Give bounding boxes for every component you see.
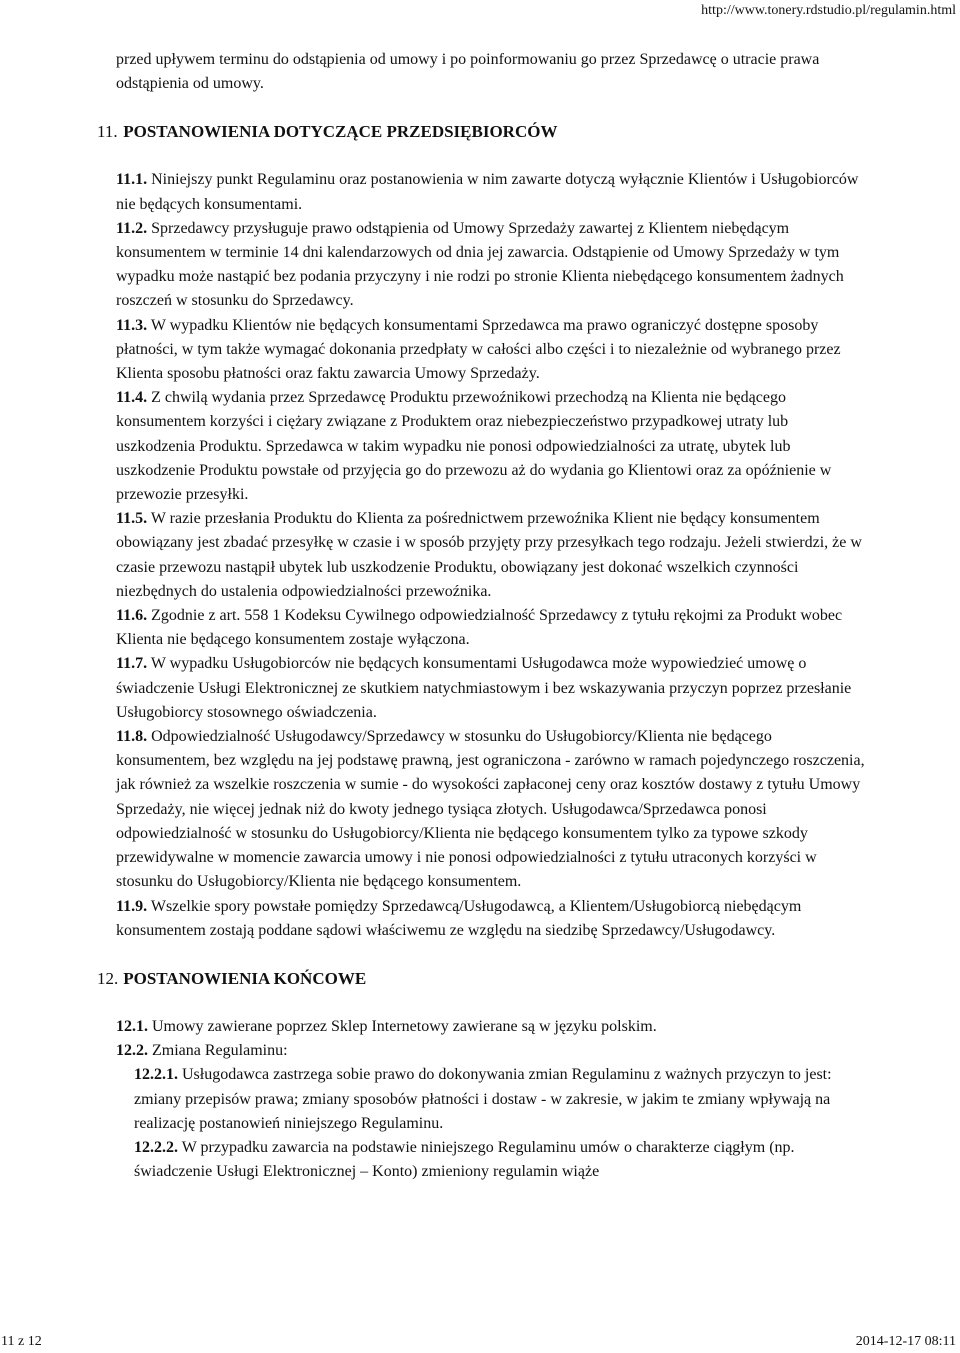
section-12-number: 12. bbox=[97, 968, 119, 988]
clause-number: 12.2. bbox=[116, 1042, 148, 1060]
clause-11-2 bbox=[0, 217, 960, 314]
clause-number: 11.2. bbox=[116, 219, 148, 237]
page-counter: 11 z 12 bbox=[1, 1334, 42, 1349]
clause-text: Umowy zawierane poprzez Sklep Internetowy zawierane są w języku polskim. bbox=[148, 1017, 657, 1035]
clause-text: Wszelkie spory powstałe pomiędzy Sprzedawcą/Usługodawcą, a Klientem/Usługobiorcą niebędącym konsumentem zostają poddane sądowi właściwemu ze względu na siedzibę Sprzedawcy/Usługodawcy. bbox=[116, 897, 802, 939]
clause-text: W przypadku zawarcia na podstawie niniejszego Regulaminu umów o charakterze ciągłym (np. świadczenie Usługi Elektronicznej – Konto) zmieniony regulamin wiąże bbox=[134, 1138, 795, 1181]
clause-text: Sprzedawcy przysługuje prawo odstąpienia od Umowy Sprzedaży zawartej z Klientem niebędącym konsumentem w terminie 14 dni kalendarzowych od dnia jej zawarcia. Odstąpienie od Umowy Sprzedaży w tym wypadku może nastąpić bez podania przyczyny i nie rodzi po stronie Klienta niebędącego konsumentem żadnych roszczeń w stosunku do Sprzedawcy. bbox=[116, 219, 844, 310]
clause-11-9 bbox=[0, 895, 960, 943]
clause-number: 11.3. bbox=[116, 316, 148, 334]
intro-paragraph: przed upływem terminu do odstąpienia od umowy i po poinformowaniu go przez Sprzedawcę o utracie prawa odstąpienia od umowy. bbox=[116, 51, 820, 93]
section-11-title: POSTANOWIENIA DOTYCZĄCE PRZEDSIĘBIORCÓW bbox=[123, 122, 558, 142]
clause-11-5 bbox=[0, 507, 960, 604]
clause-12-2-1 bbox=[0, 1063, 960, 1136]
clause-11-8 bbox=[0, 725, 960, 894]
clause-number: 11.5. bbox=[116, 510, 148, 528]
clause-text: W wypadku Klientów nie będących konsumentami Sprzedawca ma prawo ograniczyć dostępne sposoby płatności, w tym także wymagać dokonania przedpłaty w całości albo części i to niezależnie od wybranego przez Klienta sposobu płatności oraz faktu zawarcia Umowy Sprzedaży. bbox=[116, 316, 841, 383]
clause-text: W razie przesłania Produktu do Klienta za pośrednictwem przewoźnika Klient nie będący konsumentem obowiązany jest zbadać przesyłkę w czasie i w sposób przyjęty przy przesyłkach tego rodzaju. Jeżeli stwierdzi, że w czasie przewozu nastąpił ubytek lub uszkodzenie Produktu, obowiązany jest dokonać wszelkich czynności niezbędnych do ustalenia odpowiedzialności przewoźnika. bbox=[116, 510, 862, 600]
clause-text: Zmiana Regulaminu: bbox=[148, 1042, 288, 1060]
section-11-heading bbox=[0, 120, 960, 144]
clause-12-2-2 bbox=[0, 1136, 960, 1184]
section-11-number: 11. bbox=[97, 122, 118, 142]
document-body bbox=[0, 48, 960, 1184]
clause-number: 12.1. bbox=[116, 1017, 148, 1035]
clause-text: Zgodnie z art. 558 1 Kodeksu Cywilnego odpowiedzialność Sprzedawcy z tytułu rękojmi za Produkt wobec Klienta nie będącego konsumentem zostaje wyłączona. bbox=[116, 607, 843, 649]
clause-number: 11.6. bbox=[116, 607, 148, 625]
clause-11-1 bbox=[0, 168, 960, 216]
page-url: http://www.tonery.rdstudio.pl/regulamin.html bbox=[701, 3, 956, 18]
clause-12-2 bbox=[0, 1039, 960, 1063]
clause-text: Odpowiedzialność Usługodawcy/Sprzedawcy w stosunku do Usługobiorcy/Klienta nie będącego konsumentem, bez względu na jej podstawę prawną, jest ograniczona - zarówno w ramach pojedynczego roszczenia, jak również za wszelkie roszczenia w sumie - do wysokości zapłaconej ceny oraz kosztów dostawy z tytułu Umowy Sprzedaży, nie więcej jednak niż do kwoty jednego tysiąca złotych. Usługodawca/Sprzedawca ponosi odpowiedzialność w stosunku do Usługobiorcy/Klienta nie będącego konsumentem tylko za typowe szkody przewidywalne w momencie zawarcia umowy i nie ponosi odpowiedzialności z tytułu utraconych korzyści w stosunku do Usługobiorcy/Klienta nie będącego konsumentem. bbox=[116, 728, 865, 891]
clause-11-3 bbox=[0, 314, 960, 387]
clause-text: Niniejszy punkt Regulaminu oraz postanowienia w nim zawarte dotyczą wyłącznie Klientów i Usługobiorców nie będących konsumentami. bbox=[116, 171, 859, 213]
clause-text: Z chwilą wydania przez Sprzedawcę Produktu przewoźnikowi przechodzą na Klienta nie będącego konsumentem korzyści i ciężary związane z Produktem oraz niebezpieczeństwo przypadkowej utraty lub uszkodzenia Produktu. Sprzedawca w takim wypadku nie ponosi odpowiedzialności za utratę, ubytek lub uszkodzenie Produktu powstałe od przyjęcia go do przewozu aż do wydania go Klientowi oraz za opóźnienie w przewozie przesyłki. bbox=[116, 389, 832, 504]
section-12-heading bbox=[0, 967, 960, 991]
section-12-title: POSTANOWIENIA KOŃCOWE bbox=[123, 968, 367, 988]
clause-text: W wypadku Usługobiorców nie będących konsumentami Usługodawca może wypowiedzieć umowę o świadczenie Usługi Elektronicznej ze skutkiem natychmiastowym i bez wskazywania przyczyn poprzez przesłanie Usługobiorcy stosownego oświadczenia. bbox=[116, 655, 852, 721]
clause-number: 12.2.1. bbox=[134, 1066, 178, 1084]
clause-number: 12.2.2. bbox=[134, 1138, 178, 1156]
clause-number: 11.1. bbox=[116, 171, 148, 189]
clause-number: 11.9. bbox=[116, 897, 148, 915]
clause-11-7 bbox=[0, 652, 960, 725]
clause-12-1 bbox=[0, 1015, 960, 1039]
clause-text: Usługodawca zastrzega sobie prawo do dokonywania zmian Regulaminu z ważnych przyczyn to jest: zmiany przepisów prawa; zmiany sposobów płatności i dostaw - w zakresie, w jakim te zmiany wpływają na realizację postanowień niniejszego Regulaminu. bbox=[134, 1066, 832, 1132]
clause-number: 11.8. bbox=[116, 728, 148, 746]
clause-number: 11.7. bbox=[116, 655, 148, 673]
clause-number: 11.4. bbox=[116, 389, 148, 407]
clause-11-4 bbox=[0, 386, 960, 507]
clause-11-6 bbox=[0, 604, 960, 652]
print-timestamp: 2014-12-17 08:11 bbox=[855, 1334, 956, 1349]
